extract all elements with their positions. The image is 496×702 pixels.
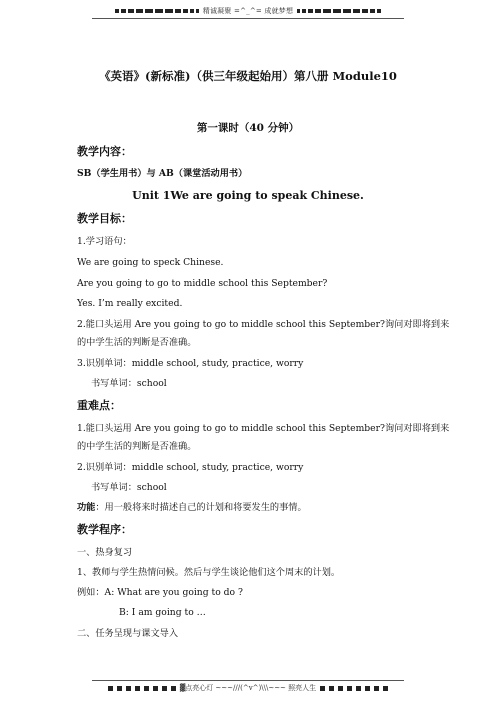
heading-procedure: 教学程序： <box>77 523 132 536</box>
goal-1-sentence-a: We are going to speck Chinese. <box>77 257 224 268</box>
goal-1: 1.学习语句： <box>77 236 132 247</box>
procedure-step-1: 一、热身复习 <box>77 547 133 558</box>
procedure-step-2: 二、任务呈现与课文导入 <box>77 628 179 639</box>
function-label: 功能 <box>77 502 96 513</box>
header-text: 精诚凝聚 =^_^= 成就梦想 <box>202 7 294 15</box>
unit-title: Unit 1We are going to speak Chinese. <box>132 189 364 202</box>
footer-rule <box>92 680 404 681</box>
books-line: SB（学生用书）与 AB（课堂活动用书） <box>77 168 248 179</box>
page-footer <box>0 683 496 693</box>
page-header <box>0 6 496 16</box>
heading-content: 教学内容： <box>77 145 132 158</box>
heading-goals: 教学目标： <box>77 212 132 225</box>
function-line <box>77 502 307 514</box>
footer-text: ▓点亮心灯 ~~~///(^v^)\\\~~~ 照亮人生 <box>179 684 317 692</box>
doc-title: 《英语》(新标准)（供三年级起始用）第八册 Module10 <box>99 69 397 83</box>
footer-decor-left <box>106 684 178 692</box>
footer-decor-right <box>318 684 390 692</box>
key-2: 2.识别单词：middle school, study, practice, worry <box>77 462 304 473</box>
goal-2-line-1: 2.能口头运用 Are you going to go to middle school this September?询问对即将到来 <box>77 319 450 330</box>
goal-1-sentence-c: Yes. I’m really excited. <box>77 298 183 309</box>
procedure-step-1-item: 1、教师与学生热情问候。然后与学生谈论他们这个周末的计划。 <box>77 567 341 578</box>
goal-3: 3.识别单词：middle school, study, practice, worry <box>77 358 304 369</box>
goal-1-sentence-b: Are you going to go to middle school this September? <box>77 278 328 289</box>
example-a: 例如：A: What are you going to do ? <box>77 587 243 598</box>
lesson-heading: 第一课时（40 分钟） <box>196 122 300 134</box>
key-2-writing: 书写单词：school <box>91 482 167 493</box>
header-rule <box>92 18 404 19</box>
example-b: B: I am going to … <box>119 607 206 618</box>
key-1-line-1: 1.能口头运用 Are you going to go to middle school this September?询问对即将到来 <box>77 423 450 434</box>
heading-key-points: 重难点： <box>77 399 121 412</box>
function-text: ：用一般将来时描述自己的计划和将要发生的事情。 <box>95 502 307 513</box>
key-1-line-2: 的中学生活的判断是否准确。 <box>77 441 197 452</box>
header-decor-right <box>296 7 382 15</box>
header-decor-left <box>114 7 200 15</box>
goal-2-line-2: 的中学生活的判断是否准确。 <box>77 337 197 348</box>
goal-3-writing: 书写单词：school <box>91 378 167 389</box>
